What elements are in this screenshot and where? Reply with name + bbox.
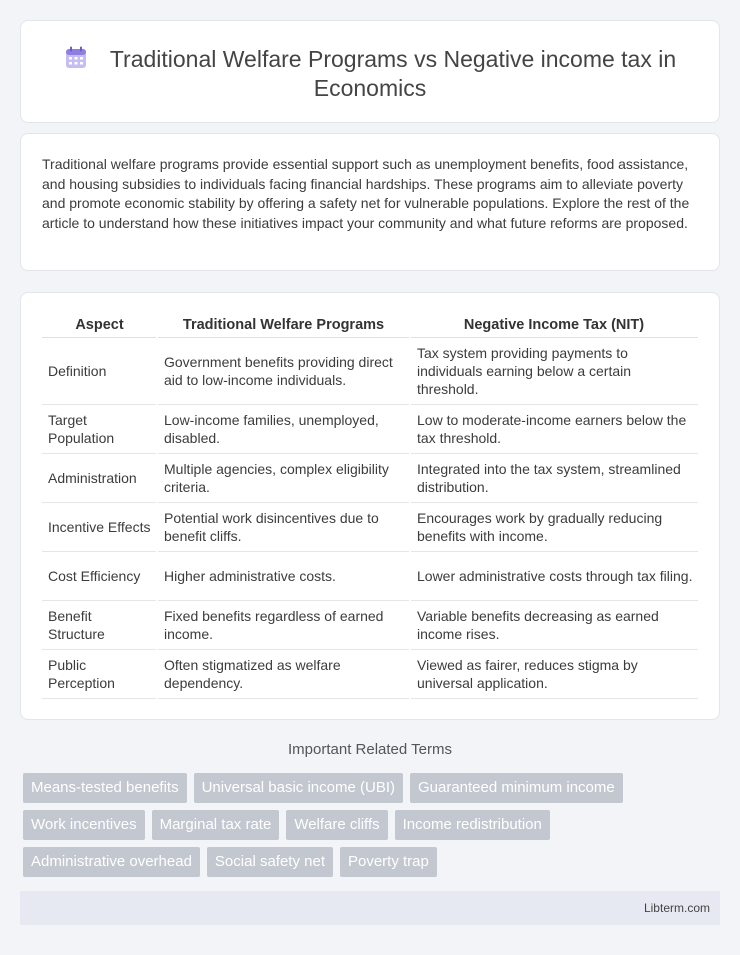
header-negative-income-tax: Negative Income Tax (NIT) (410, 315, 698, 337)
row-nit: Encourages work by gradually reducing benefits with income. (410, 502, 698, 551)
related-term-chip[interactable]: Social safety net (207, 847, 333, 877)
footer (20, 891, 720, 925)
related-term-chip[interactable]: Work incentives (23, 810, 145, 840)
row-aspect: Cost Efficiency (42, 551, 157, 600)
related-terms-row (23, 773, 623, 803)
calendar-icon (64, 46, 88, 70)
row-aspect: Public Perception (42, 649, 157, 698)
related-term-chip[interactable]: Welfare cliffs (286, 810, 387, 840)
row-nit: Low to moderate-income earners below the tax threshold. (410, 404, 698, 453)
related-terms-row (23, 810, 550, 840)
row-aspect: Benefit Structure (42, 600, 157, 649)
related-term-chip[interactable]: Administrative overhead (23, 847, 200, 877)
related-terms-title: Important Related Terms (288, 741, 452, 758)
related-term-chip[interactable]: Guaranteed minimum income (410, 773, 623, 803)
row-traditional: Potential work disincentives due to benefit cliffs. (157, 502, 410, 551)
table-row (42, 551, 698, 600)
row-nit: Integrated into the tax system, streamlined distribution. (410, 453, 698, 502)
row-traditional: Higher administrative costs. (157, 551, 410, 600)
related-term-chip[interactable]: Marginal tax rate (152, 810, 280, 840)
table-row (42, 649, 698, 698)
table-row (42, 453, 698, 502)
row-nit: Lower administrative costs through tax filing. (410, 551, 698, 600)
row-nit: Tax system providing payments to individuals earning below a certain threshold. (410, 337, 698, 404)
row-traditional: Often stigmatized as welfare dependency. (157, 649, 410, 698)
row-aspect: Definition (42, 337, 157, 404)
comparison-table-card (20, 292, 720, 720)
header-traditional-welfare: Traditional Welfare Programs (157, 315, 410, 337)
page-title: Traditional Welfare Programs vs Negative income tax in Economics (109, 46, 677, 101)
related-term-chip[interactable]: Poverty trap (340, 847, 437, 877)
footer-site-link[interactable]: Libterm.com (643, 901, 710, 915)
row-aspect: Incentive Effects (42, 502, 157, 551)
row-nit: Variable benefits decreasing as earned income rises. (410, 600, 698, 649)
row-traditional: Multiple agencies, complex eligibility criteria. (157, 453, 410, 502)
related-term-chip[interactable]: Means-tested benefits (23, 773, 187, 803)
related-term-chip[interactable]: Income redistribution (395, 810, 550, 840)
related-terms-row (23, 847, 437, 877)
header-aspect: Aspect (42, 315, 157, 337)
row-nit: Viewed as fairer, reduces stigma by universal application. (410, 649, 698, 698)
table-row (42, 600, 698, 649)
comparison-table (42, 315, 698, 699)
table-row (42, 502, 698, 551)
table-row (42, 404, 698, 453)
intro-card (20, 133, 720, 271)
row-aspect: Administration (42, 453, 157, 502)
table-row (42, 337, 698, 404)
related-term-chip[interactable]: Universal basic income (UBI) (194, 773, 403, 803)
row-traditional: Low-income families, unemployed, disabled. (157, 404, 410, 453)
row-aspect: Target Population (42, 404, 157, 453)
page-title-wrap (21, 45, 719, 103)
title-card (20, 20, 720, 123)
table-header-row (42, 315, 698, 337)
intro-paragraph: Traditional welfare programs provide essential support such as unemployment benefits, food assistance, and housing subsidies to individuals facing financial hardships. These programs aim to alleviate poverty and promote economic stability by offering a safety net for vulnerable populations. Explore the rest of the article to understand how these initiatives impact your community and what future reforms are proposed. (42, 156, 690, 231)
row-traditional: Fixed benefits regardless of earned income. (157, 600, 410, 649)
row-traditional: Government benefits providing direct aid to low-income individuals. (157, 337, 410, 404)
